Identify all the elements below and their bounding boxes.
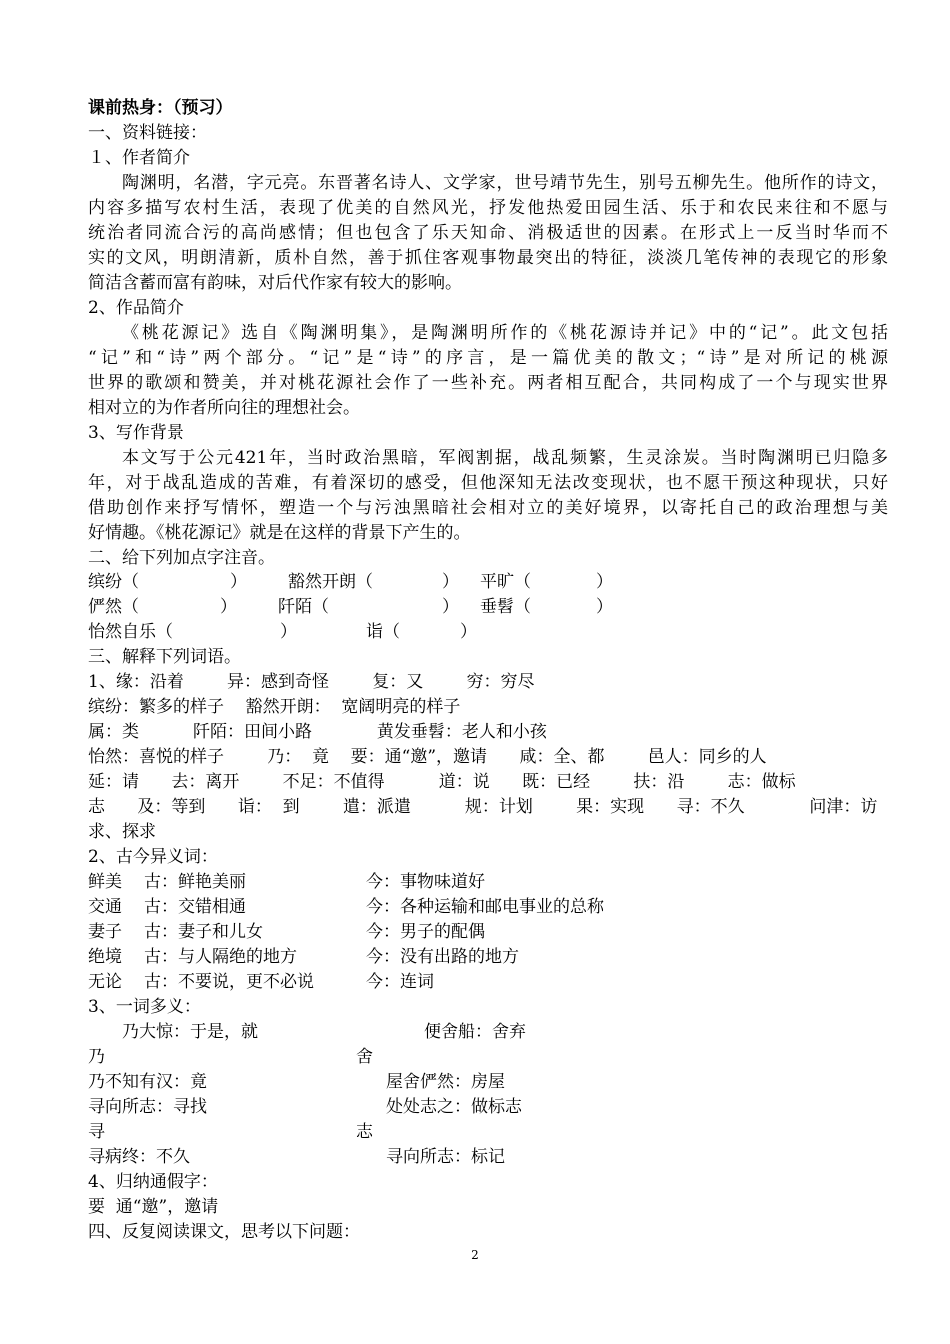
pinyin-item-label: 俨然（ [88,597,139,617]
ancient-meaning: 古：交错相通 [144,897,246,917]
polysemy-entry: 处处志之：做标志 [386,1097,522,1117]
pinyin-item-label: 诣（ [366,622,400,642]
polysemy-entry: 乃大惊：于是，就 [122,1022,258,1042]
pinyin-item-label: 怡然自乐（ [88,622,173,642]
author-intro-title: １、作者简介 [88,148,190,168]
section-4-title: 四、反复阅读课文，思考以下问题： [88,1222,360,1242]
modern-meaning: 今：事物味道好 [366,872,485,892]
pinyin-item-close: ） [596,572,613,592]
vocab-line: 延：请 去：离开 不足：不值得 道：说 既：已经 扶：沿 志：做标 [88,772,796,792]
vocab-line: 缤纷：繁多的样子 豁然开朗： 宽阔明亮的样子 [88,697,461,717]
vocab-line: 求、探求 [88,822,156,842]
pinyin-item-close: ） [280,622,297,642]
pinyin-item-close: ） [230,572,247,592]
pinyin-item-close: ） [596,597,613,617]
background-line: 本文写于公元421年，当时政治黑暗，军阀割据，战乱频繁，生灵涂炭。当时陶渊明已归隐多 [122,448,888,468]
work-intro-line: 《桃花源记》选自《陶渊明集》，是陶渊明所作的《桃花源诗并记》中的“记”。此文包括 [122,323,888,343]
background-line: 年，对于战乱造成的苦难，有着深切的感受，但他深知无法改变现状，也不愿干预这种现状，只好 [88,473,888,493]
pinyin-item-label: 豁然开朗（ [288,572,373,592]
pinyin-item-label: 缤纷（ [88,572,139,592]
author-intro-line: 内容多描写农村生活，表现了优美的自然风光，抒发他热爱田园生活、乐于和农民来往和不愿与 [88,198,888,218]
polysemy-entry: 乃不知有汉：竟 [88,1072,207,1092]
work-intro-title: 2、作品简介 [88,298,184,318]
section-1-title: 一、资料链接： [88,123,207,143]
heading: 课前热身：（预习） [88,98,233,118]
ancient-meaning: 古：与人隔绝的地方 [144,947,297,967]
pinyin-item-close: ） [220,597,237,617]
section-2-title: 二、给下列加点字注音。 [88,548,275,568]
work-intro-line: 世界的歌颂和赞美，并对桃花源社会作了一些补充。两者相互配合，共同构成了一个与现实世界 [88,373,888,393]
ancient-modern-word: 交通 [88,897,122,917]
pinyin-item-label: 阡陌（ [278,597,329,617]
background-title: 3、写作背景 [88,423,184,443]
polysemy-entry: 寻向所志：标记 [386,1147,505,1167]
pinyin-item-close: ） [442,572,459,592]
ancient-modern-word: 鲜美 [88,872,122,892]
vocab-line: 属：类 阡陌：田间小路 黄发垂髫：老人和小孩 [88,722,547,742]
modern-meaning: 今：男子的配偶 [366,922,485,942]
author-intro-line: 统治者同流合污的高尚感情；但也包含了乐天知命、消极适世的因素。在形式上一反当时华而不 [88,223,888,243]
ancient-modern-word: 无论 [88,972,122,992]
section-3-title: 三、解释下列词语。 [88,647,241,667]
background-line: 借助创作来抒写情怀，塑造一个与污浊黑暗社会相对立的美好境界，以寄托自己的政治理想与美 [88,498,888,518]
pinyin-item-close: ） [460,622,477,642]
vocab-line: 怡然：喜悦的样子 乃： 竟 要：通“邀”，邀请 咸：全、都 邑人：同乡的人 [88,747,767,767]
polysemy-char: 寻 [88,1122,105,1142]
pinyin-item-label: 平旷（ [480,572,531,592]
polysemy-title: 3、一词多义： [88,997,201,1017]
pinyin-item-label: 垂髫（ [480,597,531,617]
ancient-modern-word: 妻子 [88,922,122,942]
author-intro-line: 简洁含蓄而富有韵味，对后代作家有较大的影响。 [88,273,462,293]
polysemy-char: 舍 [356,1047,373,1067]
author-intro-line: 实的文风，明朗清新，质朴自然，善于抓住客观事物最突出的特征，淡淡几笔传神的表现它的形象 [88,248,888,268]
loan-char-line: 要 通“邀”，邀请 [88,1197,219,1217]
modern-meaning: 今：连词 [366,972,434,992]
author-intro-line: 陶渊明，名潜，字元亮。东晋著名诗人、文学家，世号靖节先生，别号五柳先生。他所作的诗文， [122,173,888,193]
loan-char-title: 4、归纳通假字： [88,1172,218,1192]
background-line: 好情趣。《桃花源记》就是在这样的背景下产生的。 [88,523,471,543]
pinyin-item-close: ） [442,597,459,617]
polysemy-char: 乃 [88,1047,105,1067]
ancient-meaning: 古：不要说，更不必说 [144,972,314,992]
polysemy-char: 志 [356,1122,373,1142]
vocab-line: 志 及：等到 诣： 到 遣：派遣 规：计划 果：实现 寻：不久 问津：访 [88,797,878,817]
vocab-line: 1、缘：沿着 异：感到奇怪 复：又 穷：穷尽 [88,672,535,692]
page-number: 2 [471,1248,479,1262]
ancient-meaning: 古：鲜艳美丽 [144,872,246,892]
polysemy-entry: 屋舍俨然：房屋 [386,1072,505,1092]
work-intro-line: 相对立的为作者所向往的理想社会。 [88,398,360,418]
modern-meaning: 今：各种运输和邮电事业的总称 [366,897,604,917]
work-intro-line: “记”和“诗”两个部分。“记”是“诗”的序言，是一篇优美的散文；“诗”是对所记的桃源 [88,348,888,368]
ancient-modern-title: 2、古今异义词： [88,847,218,867]
modern-meaning: 今：没有出路的地方 [366,947,519,967]
polysemy-entry: 便舍船：舍弃 [424,1022,526,1042]
ancient-modern-word: 绝境 [88,947,122,967]
ancient-meaning: 古：妻子和儿女 [144,922,263,942]
polysemy-entry: 寻向所志：寻找 [88,1097,207,1117]
polysemy-entry: 寻病终：不久 [88,1147,190,1167]
